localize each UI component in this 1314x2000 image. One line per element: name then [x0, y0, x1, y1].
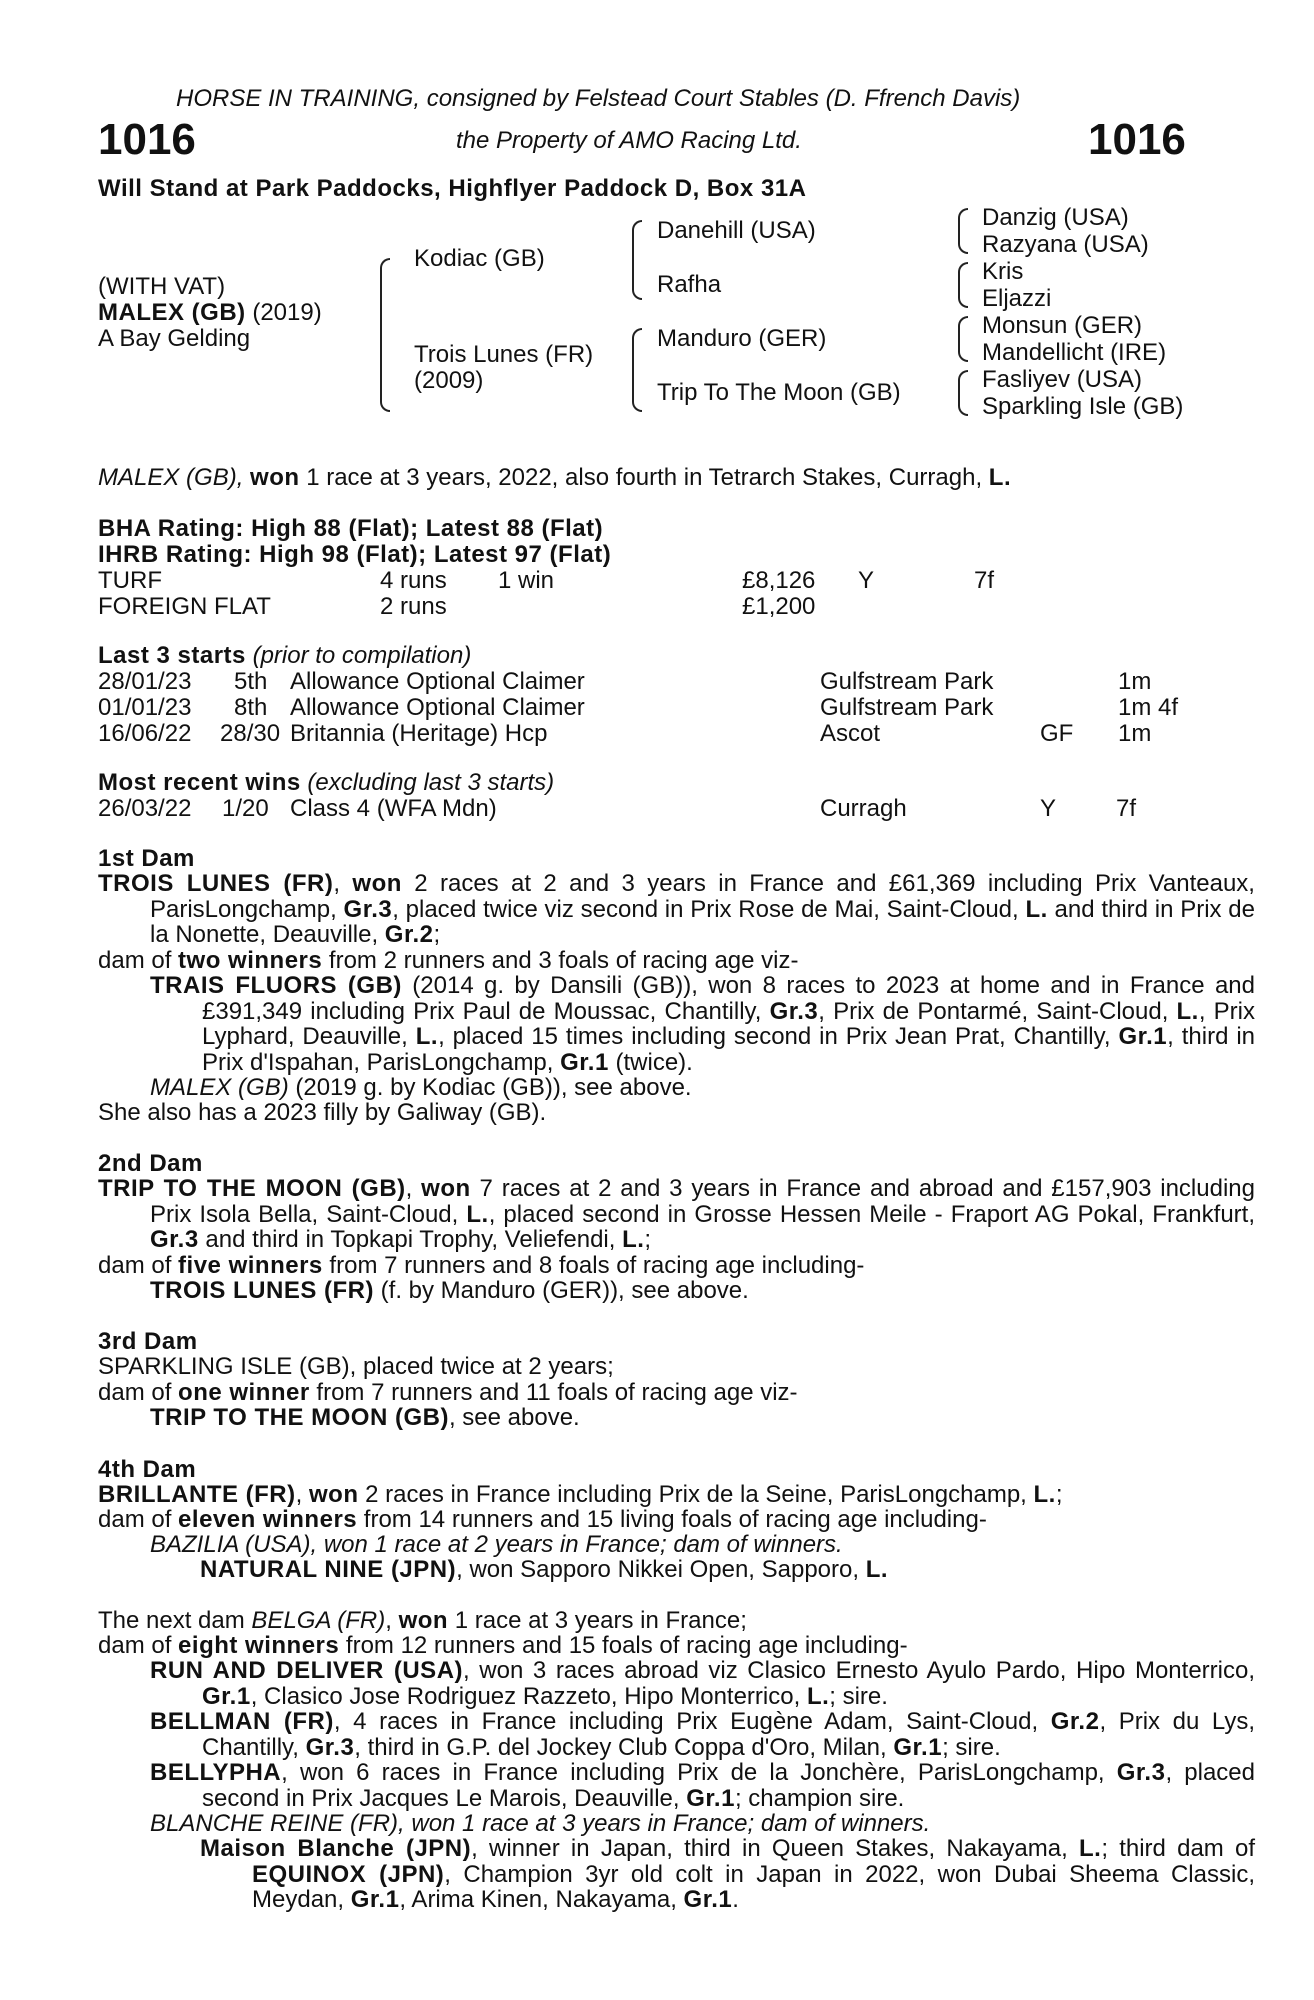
gsire-4: Eljazzi [982, 285, 1052, 312]
race-summary: MALEX (GB), won 1 race at 3 years, 2022, also fourth in Tetrarch Stakes, Curragh, L. [98, 464, 1012, 491]
start-pos: 5th [234, 668, 268, 695]
start-course: Gulfstream Park [820, 694, 994, 721]
surface: TURF [98, 567, 162, 594]
gsire-2: Razyana (USA) [982, 231, 1149, 258]
win-date: 26/03/22 [98, 795, 192, 822]
pedigree-brace-g4 [958, 370, 968, 416]
last-starts-title: Last 3 starts (prior to compilation) [98, 642, 472, 669]
horse-desc: A Bay Gelding [98, 325, 251, 352]
next-dam-record: The next dam BELGA (FR), won 1 race at 3 years in France; [98, 1607, 747, 1634]
dam3-produce: dam of one winner from 7 runners and 11 foals of racing age viz- [98, 1379, 798, 1406]
start-going: GF [1040, 720, 1074, 747]
start-race: Britannia (Heritage) Hcp [290, 720, 548, 747]
win-pos: 1/20 [222, 795, 269, 822]
dam1-foal-2: MALEX (GB) (2019 g. by Kodiac (GB)), see above. [150, 1074, 692, 1101]
lot-number-left: 1016 [98, 115, 196, 164]
dam-year: (2009) [414, 367, 484, 394]
recent-wins-title: Most recent wins (excluding last 3 starts) [98, 769, 555, 796]
dam: Trois Lunes (FR) [414, 341, 594, 368]
win-going: Y [1040, 795, 1057, 822]
win-race: Class 4 (WFA Mdn) [290, 795, 497, 822]
start-date: 16/06/22 [98, 720, 192, 747]
sire-dam: Rafha [657, 271, 722, 298]
stand-line: Will Stand at Park Paddocks, Highflyer Paddock D, Box 31A [98, 175, 807, 202]
dam1-produce: dam of two winners from 2 runners and 3 foals of racing age viz- [98, 947, 799, 974]
dam2-produce: dam of five winners from 7 runners and 8 foals of racing age including- [98, 1252, 865, 1279]
gsire-7: Fasliyev (USA) [982, 366, 1143, 393]
horse-name-line [98, 300, 322, 326]
property-line: the Property of AMO Racing Ltd. [456, 127, 802, 154]
next-dam-foal-3: BELLYPHA, won 6 races in France including Prix de la Jonchère, ParisLongchamp, Gr.3, placed second in Prix Jacques Le Marois, Deauville, Gr.1; champion sire. [150, 1759, 1256, 1812]
pedigree-brace-main [380, 258, 390, 412]
vat-note: (WITH VAT) [98, 273, 226, 300]
start-date: 28/01/23 [98, 668, 192, 695]
ihrb-rating: IHRB Rating: High 98 (Flat); Latest 97 (Flat) [98, 541, 612, 568]
lot-number-right: 1016 [1088, 115, 1186, 164]
start-course: Gulfstream Park [820, 668, 994, 695]
runs: 2 runs [380, 593, 447, 620]
start-course: Ascot [820, 720, 881, 747]
prize: £1,200 [742, 593, 816, 620]
dam3-title: 3rd Dam [98, 1328, 198, 1355]
gsire-6: Mandellicht (IRE) [982, 339, 1167, 366]
bha-rating: BHA Rating: High 88 (Flat); Latest 88 (Flat) [98, 515, 604, 542]
dam-sire: Manduro (GER) [657, 325, 827, 352]
sire: Kodiac (GB) [414, 245, 545, 272]
gsire-8: Sparkling Isle (GB) [982, 393, 1184, 420]
dam1-record: TROIS LUNES (FR), won 2 races at 2 and 3 years in France and £61,369 including Prix Vanteaux, ParisLongchamp, Gr.3, placed twice viz second in Prix Rose de Mai, Saint-Cloud, L. and third in Prix de la Nonette, Deauville, Gr.2; [98, 870, 1255, 948]
sire-sire: Danehill (USA) [657, 217, 816, 244]
prize: £8,126 [742, 567, 816, 594]
dam4-foal-1: BAZILIA (USA), won 1 race at 2 years in France; dam of winners. [150, 1531, 843, 1558]
start-pos: 28/30 [220, 720, 281, 747]
gsire-3: Kris [982, 258, 1024, 285]
win-dist: 7f [1116, 795, 1137, 822]
next-dam-foal-1: RUN AND DELIVER (USA), won 3 races abroad viz Clasico Ernesto Ayulo Pardo, Hipo Monterrico, Gr.1, Clasico Jose Rodriguez Razzeto, Hipo Monterrico, L.; sire. [150, 1657, 1255, 1710]
dam4-produce: dam of eleven winners from 14 runners and 15 living foals of racing age including- [98, 1506, 987, 1533]
pedigree-brace-g2 [958, 262, 968, 308]
dam1-note: She also has a 2023 filly by Galiway (GB). [98, 1099, 547, 1126]
horse-year: (2019) [245, 299, 322, 326]
gsire-1: Danzig (USA) [982, 204, 1129, 231]
start-race: Allowance Optional Claimer [290, 668, 585, 695]
dam2-foal-1: TROIS LUNES (FR) (f. by Manduro (GER)), see above. [150, 1277, 749, 1304]
start-dist: 1m [1118, 668, 1152, 695]
dam2-record: TRIP TO THE MOON (GB), won 7 races at 2 and 3 years in France and abroad and £157,903 including Prix Isola Bella, Saint-Cloud, L., placed second in Grosse Hessen Meile - Fraport AG Pokal, Frankfurt, Gr.3 and third in Topkapi Trophy, Veliefendi, L.; [98, 1175, 1255, 1253]
win-course: Curragh [820, 795, 907, 822]
start-race: Allowance Optional Claimer [290, 694, 585, 721]
start-dist: 1m 4f [1118, 694, 1179, 721]
distance: 7f [974, 567, 995, 594]
horse-name: MALEX (GB) [98, 299, 246, 326]
dam1-title: 1st Dam [98, 845, 195, 872]
start-pos: 8th [234, 694, 268, 721]
consign-line: HORSE IN TRAINING, consigned by Felstead Court Stables (D. Ffrench Davis) [176, 85, 1021, 112]
dam4-grandfoal-1: NATURAL NINE (JPN), won Sapporo Nikkei Open, Sapporo, L. [200, 1556, 889, 1583]
dam-dam: Trip To The Moon (GB) [657, 379, 901, 406]
next-dam-foal-4: BLANCHE REINE (FR), won 1 race at 3 years in France; dam of winners. [150, 1810, 931, 1837]
runs: 4 runs [380, 567, 447, 594]
pedigree-brace-g1 [958, 208, 968, 254]
surface: FOREIGN FLAT [98, 593, 271, 620]
dam3-record: SPARKLING ISLE (GB), placed twice at 2 years; [98, 1353, 614, 1380]
pedigree-brace-dam [632, 328, 642, 412]
dam4-record: BRILLANTE (FR), won 2 races in France including Prix de la Seine, ParisLongchamp, L.; [98, 1481, 1063, 1508]
next-dam-foal-2: BELLMAN (FR), 4 races in France including Prix Eugène Adam, Saint-Cloud, Gr.2, Prix du Lys, Chantilly, Gr.3, third in G.P. del Jockey Club Coppa d'Oro, Milan, Gr.1; sire. [150, 1708, 1256, 1761]
dam1-foal-1: TRAIS FLUORS (GB) (2014 g. by Dansili (GB)), won 8 races to 2023 at home and in France and £391,349 including Prix Paul de Moussac, Chantilly, Gr.3, Prix de Pontarmé, Saint-Cloud, L., Prix Lyphard, Deauville, L., placed 15 times including second in Prix Jean Prat, Chantilly, Gr.1, third in Prix d'Ispahan, ParisLongchamp, Gr.1 (twice). [150, 972, 1256, 1076]
start-dist: 1m [1118, 720, 1152, 747]
next-dam-grandfoal-1: Maison Blanche (JPN), winner in Japan, third in Queen Stakes, Nakayama, L.; third dam of EQUINOX (JPN), Champion 3yr old colt in Japan in 2022, won Dubai Sheema Classic, Meydan, Gr.1, Arima Kinen, Nakayama, Gr.1. [200, 1835, 1256, 1913]
pedigree-brace-sire [632, 220, 642, 300]
dam4-title: 4th Dam [98, 1456, 197, 1483]
gsire-5: Monsun (GER) [982, 312, 1143, 339]
dam2-title: 2nd Dam [98, 1150, 203, 1177]
start-date: 01/01/23 [98, 694, 192, 721]
wins: 1 win [498, 567, 555, 594]
next-dam-produce: dam of eight winners from 12 runners and 15 foals of racing age including- [98, 1632, 908, 1659]
dam3-foal-1: TRIP TO THE MOON (GB), see above. [150, 1404, 580, 1431]
going: Y [858, 567, 875, 594]
pedigree-brace-g3 [958, 316, 968, 362]
